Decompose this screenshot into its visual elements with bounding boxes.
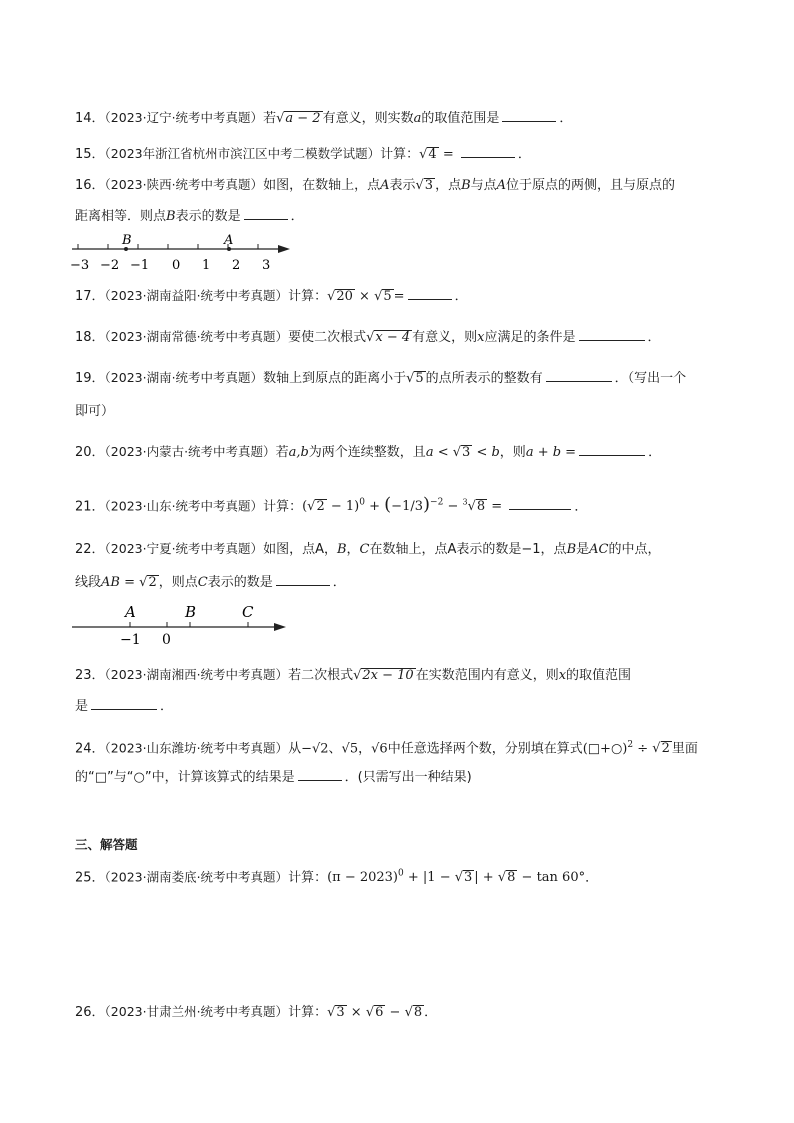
variable: a,b <box>288 445 309 460</box>
text: 中任意选择两个数，分别填在算式 <box>387 741 583 757</box>
segment-label: AC <box>589 542 609 557</box>
question-source: （2023·山东潍坊·统考中考真题） <box>104 740 289 756</box>
text: 的取值范围 <box>566 668 632 683</box>
text: − <box>385 1005 405 1020</box>
text: − tan 60° <box>517 870 586 886</box>
radicand: 4 <box>428 147 437 162</box>
tick-label: 1 <box>202 258 211 273</box>
point-label: B <box>336 542 347 557</box>
question-24: 24．（2023·山东潍坊·统考中考真题）从−√2、√5，√6中任意选择两个数，分别填在算式(□+○)$^2$ ÷ √2 里面 <box>75 740 698 757</box>
point-label: A <box>496 178 507 193</box>
text: ，点 <box>435 178 462 193</box>
radicand: 2 <box>316 499 325 515</box>
radicand: 2x − 10 <box>362 668 414 683</box>
question-16: 16．（2023·陕西·统考中考真题）如图，在数轴上，点A表示√3 ，点B与点A位于原点的两侧，且与原点的 <box>75 177 676 193</box>
text: 计算： <box>288 289 328 304</box>
text: 线段 <box>75 575 102 590</box>
text: = <box>393 289 405 304</box>
text: 是 <box>75 699 89 714</box>
expression: (□+○) <box>582 741 628 757</box>
text: ． <box>648 445 662 460</box>
question-number: 15． <box>75 147 105 162</box>
text: ，则 <box>499 445 526 460</box>
text: 是 <box>576 542 590 557</box>
question-24-line2 <box>75 768 472 786</box>
text: 的中点， <box>608 542 661 557</box>
text: 要使二次根式 <box>288 330 367 345</box>
text: (π − 2023) <box>327 870 399 886</box>
text: 里面 <box>671 741 698 757</box>
question-number: 18． <box>75 330 105 345</box>
text: × <box>354 289 375 304</box>
text: 从 <box>288 741 302 757</box>
text: ． <box>454 289 468 304</box>
text: ． <box>290 209 304 224</box>
question-number: 26． <box>75 1005 105 1020</box>
text: 表示的数是 <box>175 209 241 224</box>
question-source: （2023·山东·统考中考真题） <box>104 498 264 514</box>
text: 位于原点的两侧，且与原点的 <box>506 178 676 193</box>
root-index: 3 <box>462 498 468 507</box>
tick-label: −1 <box>130 258 150 273</box>
radicand: 6 <box>375 1005 384 1020</box>
answer-blank <box>276 573 330 586</box>
radicand: 3 <box>462 445 471 460</box>
text: 计算： <box>288 1005 328 1020</box>
axis-arrow <box>274 623 286 631</box>
text: × <box>346 1005 366 1020</box>
text: 在数轴上，点A表示的数是−1，点 <box>369 542 567 557</box>
text: 、 <box>328 741 342 757</box>
point-label: A <box>380 178 390 193</box>
number-line-figure-16 <box>70 232 300 274</box>
text: ． <box>424 1005 438 1020</box>
question-source: （2023·湖南益阳·统考中考真题） <box>104 288 289 303</box>
question-26: 26．（2023·甘肃兰州·统考中考真题）计算：√3 × √6 − √8 ． <box>75 1004 438 1020</box>
text: ÷ <box>633 741 653 757</box>
question-23: 23．（2023·湖南湘西·统考中考真题）若二次根式√2x − 10 在实数范围内有意义，则x的取值范围 <box>75 667 632 683</box>
point-b-label: B <box>185 603 197 621</box>
exponent: 0 <box>398 869 404 879</box>
question-source: （2023年浙江省杭州市滨江区中考二模数学试题） <box>104 146 381 161</box>
text: 有意义，则实数 <box>322 111 414 126</box>
answer-blank <box>461 145 515 158</box>
answer-blank <box>91 697 157 710</box>
number: √6 <box>371 741 388 757</box>
question-19-line2 <box>75 404 114 420</box>
answer-blank <box>298 768 342 781</box>
question-22 <box>75 541 661 558</box>
text: ， <box>346 542 360 557</box>
radicand: 5 <box>383 289 392 304</box>
radicand: 20 <box>336 289 353 304</box>
radicand: 3 <box>424 178 434 193</box>
number: √5 <box>341 741 359 757</box>
text: 的“□”与“○”中，计算该算式的结果是 <box>75 770 295 785</box>
radicand: 3 <box>464 870 473 886</box>
radicand: 2 <box>661 741 670 757</box>
text: ． <box>332 575 346 590</box>
tick-label: −1 <box>120 632 141 648</box>
text: ． <box>559 111 573 126</box>
text: 表示的数是 <box>207 575 273 590</box>
question-number: 14． <box>75 111 105 126</box>
variable: x <box>558 668 567 683</box>
text: 计算： <box>380 147 420 162</box>
question-source: （2023·甘肃兰州·统考中考真题） <box>104 1004 289 1019</box>
text: 若二次根式 <box>288 668 354 683</box>
radicand: 3 <box>336 1005 345 1020</box>
answer-blank <box>408 287 452 300</box>
text: − <box>443 499 463 515</box>
answer-blank <box>244 207 288 220</box>
text: a + b = <box>525 445 577 460</box>
question-source: （2023·辽宁·统考中考真题） <box>104 110 264 125</box>
axis-arrow <box>278 245 290 253</box>
variable: x <box>477 330 485 345</box>
question-number: 16． <box>75 178 105 193</box>
point-a-label: A <box>224 233 234 248</box>
question-source: （2023·湖南常德·统考中考真题） <box>104 329 289 344</box>
question-number: 17． <box>75 289 105 304</box>
text: ．（写出一个 <box>614 371 687 386</box>
text: 数轴上到原点的距离小于 <box>263 371 407 386</box>
text: 计算： <box>263 499 303 515</box>
text: 在实数范围内有意义，则 <box>415 668 559 683</box>
text: 如图，点A， <box>263 542 337 557</box>
point-label: C <box>359 542 370 557</box>
question-18: 18．（2023·湖南常德·统考中考真题）要使二次根式√x − 4 有意义，则x应满足的条件是 ． <box>75 329 661 345</box>
segment-label: AB <box>101 575 120 590</box>
exponent: 0 <box>359 498 365 508</box>
text: ．(只需写出一种结果) <box>344 770 472 785</box>
text: 的取值范围是 <box>421 111 500 126</box>
answer-blank <box>579 443 645 456</box>
question-25: 25．（2023·湖南娄底·统考中考真题）计算：$(\pi - 2023)^0 + |1 - √3$ | + √8 − tan 60°． <box>75 869 599 886</box>
text: 距离相等．则点 <box>75 209 167 224</box>
question-source: （2023·湖南湘西·统考中考真题） <box>104 667 289 682</box>
question-number: 25． <box>75 870 105 886</box>
radicand: 8 <box>476 499 486 515</box>
text: ． <box>517 147 531 162</box>
question-source: （2023·湖南娄底·统考中考真题） <box>104 869 289 885</box>
answer-blank <box>546 369 612 382</box>
text: 与点 <box>470 178 497 193</box>
text: ． <box>574 499 588 515</box>
text: 即可） <box>75 404 115 419</box>
question-source: （2023·内蒙古·统考中考真题） <box>104 444 276 459</box>
point-label: B <box>461 178 471 193</box>
text: 有意义，则 <box>412 330 478 345</box>
question-16-line2 <box>75 207 304 225</box>
question-number: 20． <box>75 445 105 460</box>
point-label: B <box>166 209 176 224</box>
question-22-line2: 线段AB = √2 ，则点C表示的数是 ． <box>75 575 346 590</box>
number-line-figure-22 <box>70 600 295 648</box>
tick-label: 0 <box>162 632 171 648</box>
question-number: 23． <box>75 668 105 683</box>
question-20: 20．（2023·内蒙古·统考中考真题）若a,b为两个连续整数，且a < √3 < b，则a + b = ． <box>75 444 662 460</box>
radicand: 8 <box>413 1005 423 1020</box>
text: = <box>438 147 458 162</box>
question-23-line2 <box>75 697 173 715</box>
text: = <box>119 575 140 590</box>
tick-label: 0 <box>172 258 181 273</box>
question-14: 14．（2023·辽宁·统考中考真题）若√a − 2 有意义，则实数a的取值范围是 ． <box>75 110 573 126</box>
question-number: 21． <box>75 499 105 515</box>
text: + |1 − <box>403 870 455 886</box>
radicand: 5 <box>415 371 424 386</box>
text: | + <box>474 870 498 886</box>
text: 计算： <box>288 870 328 886</box>
answer-blank <box>579 328 645 341</box>
variable: a <box>413 111 422 126</box>
text: 为两个连续整数，且 <box>308 445 426 460</box>
answer-blank <box>509 497 571 510</box>
radicand: 8 <box>507 870 516 886</box>
text: − 1) <box>326 499 360 515</box>
question-source: （2023·陕西·统考中考真题） <box>104 177 264 192</box>
radicand: 2 <box>148 575 157 590</box>
question-number: 24． <box>75 741 105 757</box>
text: 表示 <box>389 178 416 193</box>
fraction: −1/3 <box>391 499 423 515</box>
tick-label: −2 <box>100 258 120 273</box>
text: = <box>487 499 507 515</box>
point-label: C <box>197 575 208 590</box>
section-heading: 三、解答题 <box>75 837 138 852</box>
number: −√2 <box>301 741 329 757</box>
tick-label: 3 <box>262 258 271 273</box>
point-b-label: B <box>122 233 132 248</box>
exponent: −2 <box>430 498 444 508</box>
text: ． <box>160 699 174 714</box>
text: ( <box>302 499 308 515</box>
point-label: B <box>566 542 577 557</box>
text: 的点所表示的整数有 <box>425 371 543 386</box>
question-21: 21．（2023·山东·统考中考真题）计算：$(√2 - 1)^0 + (-1/3)^{-2} - ^3√8$ = ． <box>75 494 588 516</box>
text: ． <box>647 330 661 345</box>
exponent: 2 <box>627 740 634 750</box>
text: 应满足的条件是 <box>484 330 576 345</box>
point-a-label: A <box>125 603 136 621</box>
question-number: 19． <box>75 371 105 386</box>
text: a < <box>425 445 453 460</box>
tick-label: 2 <box>232 258 241 273</box>
question-15: 15．（2023年浙江省杭州市滨江区中考二模数学试题）计算：√4 = ． <box>75 146 531 162</box>
answer-blank <box>502 109 556 122</box>
text: 如图，在数轴上，点 <box>263 178 381 193</box>
text: 若 <box>263 111 277 126</box>
text: ，则点 <box>158 575 198 590</box>
question-number: 22． <box>75 542 105 557</box>
question-19: 19．（2023·湖南·统考中考真题）数轴上到原点的距离小于√5 的点所表示的整数有 ．（写出一个 <box>75 370 687 386</box>
text: < b <box>472 445 500 460</box>
tick-label: −3 <box>70 258 90 273</box>
radicand: a − 2 <box>285 111 321 126</box>
text: ． <box>585 870 599 886</box>
text: ， <box>358 741 372 757</box>
radicand: x − 4 <box>375 330 411 345</box>
question-17: 17．（2023·湖南益阳·统考中考真题）计算：√20 × √5 = ． <box>75 288 468 304</box>
point-c-label: C <box>242 603 254 621</box>
text: + <box>364 499 385 515</box>
question-source: （2023·湖南·统考中考真题） <box>104 370 264 385</box>
question-source: （2023·宁夏·统考中考真题） <box>104 541 264 556</box>
text: 若 <box>275 445 289 460</box>
